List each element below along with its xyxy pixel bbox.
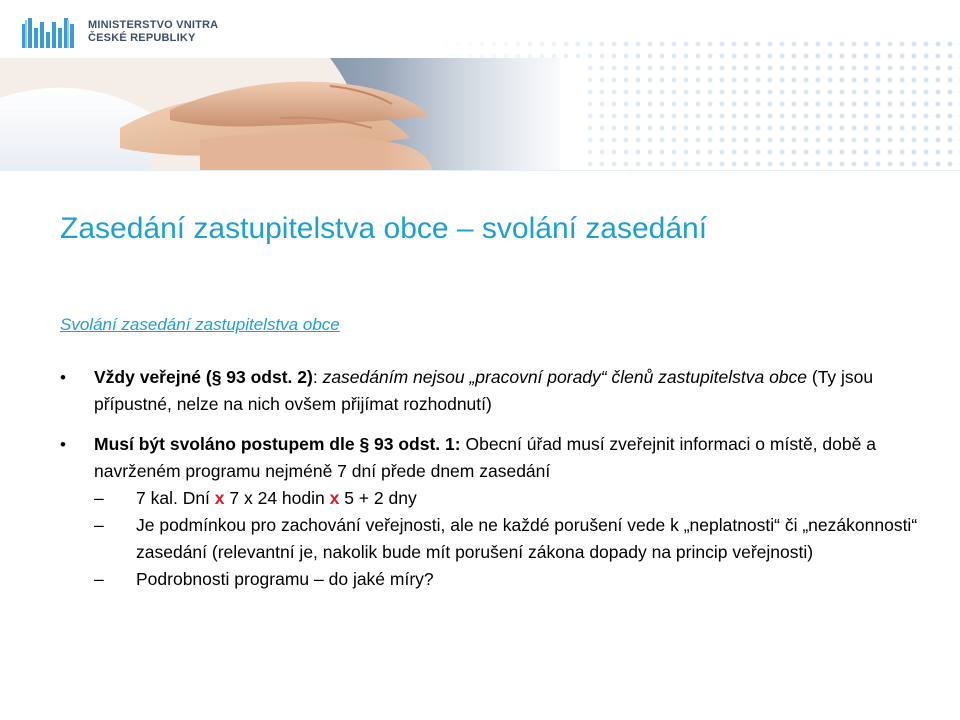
dash-bullet-icon: – — [94, 569, 104, 589]
ministry-logo — [20, 14, 218, 50]
sub-item-publicity-condition: – Je podmínkou pro zachování veřejnosti, ale ne každé porušení vede k „neplatnosti“ či „nezákonnosti“ zasedání (relevantní je, nakolik bude mít porušení zákona dopady na princip veřejnosti) — [60, 512, 920, 566]
ministry-logo-icon — [20, 14, 80, 50]
bullet-convening-procedure: • Musí být svoláno postupem dle § 93 odst. 1: Obecní úřad musí zveřejnit informaci o místě, době a navrženém programu nejméně 7 dní přede dnem zasedání — [60, 431, 920, 485]
slide-subtitle: Svolání zasedání zastupitelstva obce — [60, 315, 340, 334]
bullet-public-meetings: • Vždy veřejné (§ 93 odst. 2): zasedáním nejsou „pracovní porady“ členů zastupitelstva obce (Ty jsou přípustné, nelze na nich ovšem přijímat rozhodnutí) — [60, 364, 920, 418]
dash-bullet-icon: – — [94, 488, 104, 508]
logo-line-2: ČESKÉ REPUBLIKY — [88, 32, 196, 44]
slide-title: Zasedání zastupitelstva obce – svolání zasedání — [60, 212, 708, 245]
slide-content — [60, 364, 920, 593]
sub-item-days: – 7 kal. Dní x 7 x 24 hodin x 5 + 2 dny — [60, 485, 920, 512]
dash-bullet-icon: – — [94, 515, 104, 535]
bullet-dot-icon: • — [60, 368, 66, 387]
slide-header — [0, 0, 960, 170]
logo-line-1: MINISTERSTVO VNITRA — [88, 19, 219, 31]
sub-item-program-details: – Podrobnosti programu – do jaké míry? — [60, 566, 920, 593]
bullet-dot-icon: • — [60, 435, 66, 454]
